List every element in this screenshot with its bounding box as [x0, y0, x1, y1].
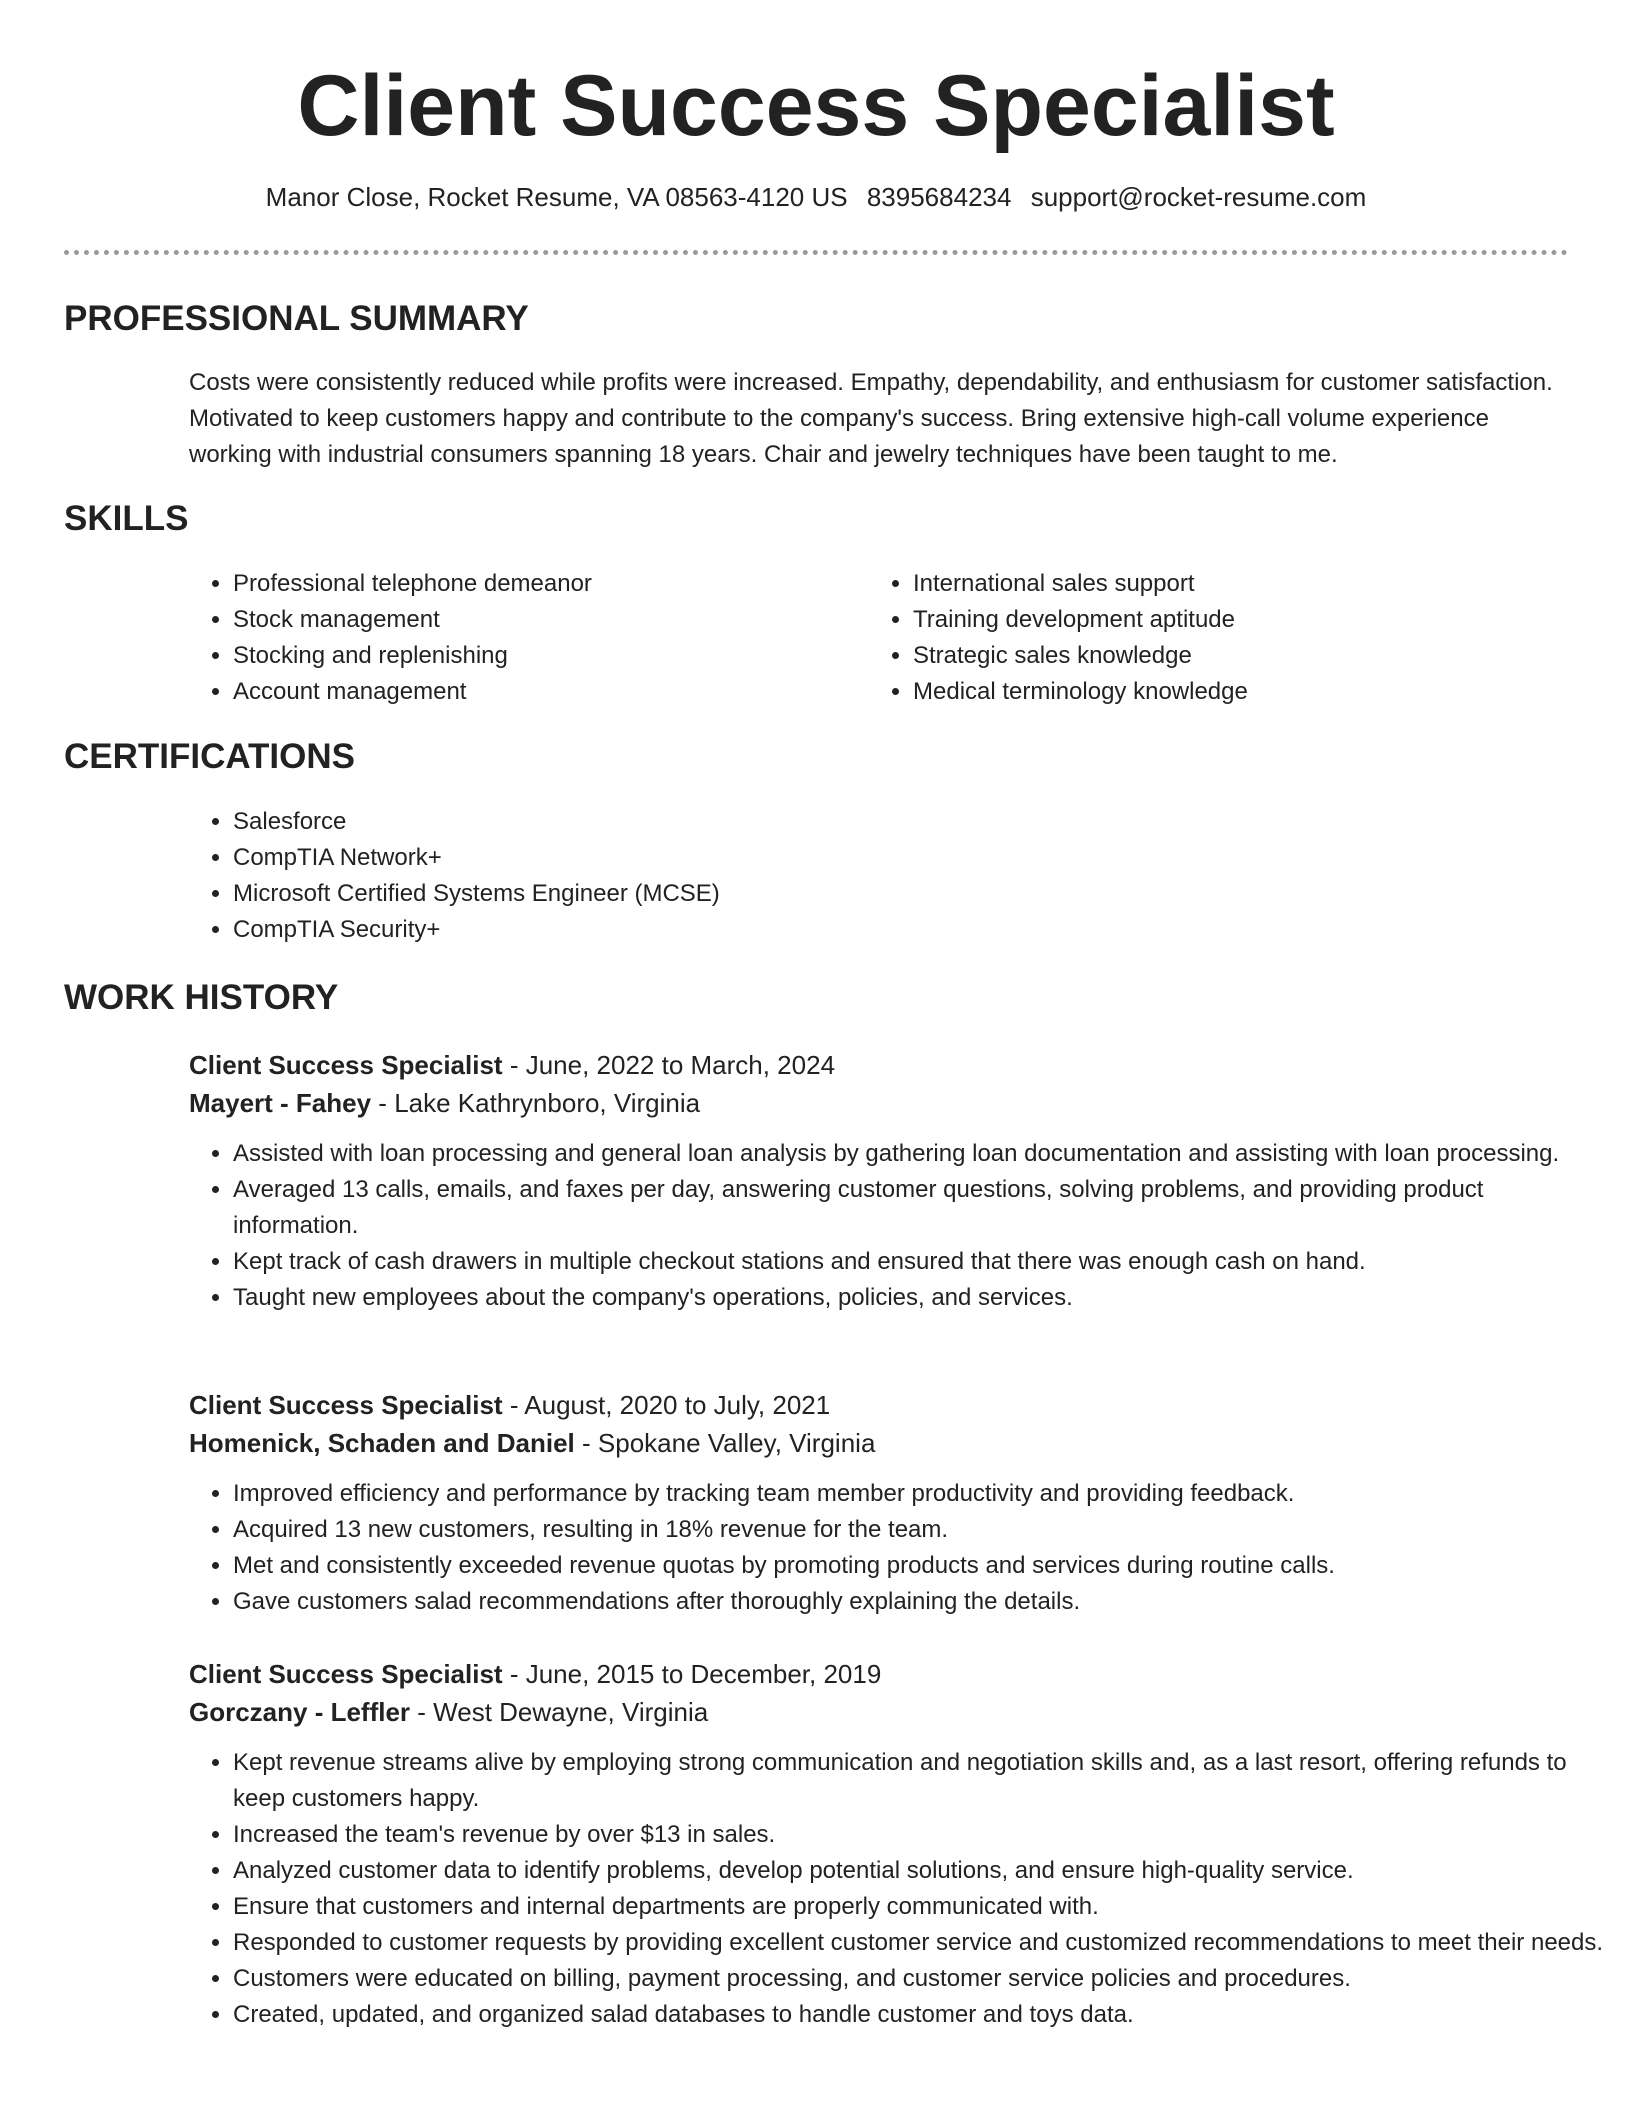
job-bullet: • Assisted with loan processing and general loan analysis by gathering loan documentation and assisting with loan processing.	[233, 1136, 1613, 1172]
job-bullets	[189, 1136, 1613, 1316]
contact-line	[0, 180, 1632, 214]
job-bullets	[189, 1476, 1613, 1620]
certification-item: • CompTIA Security+	[233, 912, 1089, 948]
summary-text: Costs were consistently reduced while profits were increased. Empathy, dependability, and enthusiasm for customer satisfaction. Motivated to keep customers happy and contribute to the company's success. Bring extensive high-call volume experience working with industrial consumers spanning 18 years. Chair and jewelry techniques have been taught to me.	[189, 369, 1553, 468]
job-bullet: • Created, updated, and organized salad databases to handle customer and toys data.	[233, 1997, 1613, 2033]
contact-address: Manor Close, Rocket Resume, VA 08563-4120 US	[265, 182, 848, 212]
skill-item: • Medical terminology knowledge	[913, 674, 1509, 710]
job-location: West Dewayne, Virginia	[433, 1697, 709, 1727]
contact-email: support@rocket-resume.com	[1030, 182, 1367, 212]
skills-heading: SKILLS	[64, 499, 189, 538]
job-bullet: • Increased the team's revenue by over $13 in sales.	[233, 1817, 1613, 1853]
job-entry	[189, 1046, 1569, 1316]
skills-list-left	[189, 566, 829, 710]
candidate-name: Client Success Specialist	[297, 58, 1335, 154]
job-bullets	[189, 1745, 1613, 2033]
skills-list-right	[869, 566, 1509, 710]
work-history-heading: WORK HISTORY	[64, 978, 339, 1017]
certification-item: • Microsoft Certified Systems Engineer (MCSE)	[233, 876, 1089, 912]
job-entry	[189, 1655, 1604, 2033]
job-bullet: • Kept track of cash drawers in multiple checkout stations and ensured that there was enough cash on hand.	[233, 1244, 1613, 1280]
job-bullet: • Ensure that customers and internal departments are properly communicated with.	[233, 1889, 1613, 1925]
job-bullet: • Improved efficiency and performance by tracking team member productivity and providing feedback.	[233, 1476, 1613, 1512]
job-bullet: • Analyzed customer data to identify problems, develop potential solutions, and ensure high-quality service.	[233, 1853, 1613, 1889]
certification-item: • CompTIA Network+	[233, 840, 1089, 876]
job-title-line: Client Success Specialist - June, 2022 to March, 2024	[189, 1050, 836, 1080]
job-company-line: Gorczany - Leffler - West Dewayne, Virginia	[189, 1697, 709, 1727]
job-title-line: Client Success Specialist - August, 2020 to July, 2021	[189, 1390, 831, 1420]
header-divider	[64, 250, 1568, 255]
job-role: Client Success Specialist	[189, 1390, 503, 1420]
job-bullet: • Taught new employees about the company's operations, policies, and services.	[233, 1280, 1613, 1316]
job-location: Lake Kathrynboro, Virginia	[394, 1088, 701, 1118]
certifications-list	[189, 804, 1089, 948]
job-bullet: • Averaged 13 calls, emails, and faxes per day, answering customer questions, solving problems, and providing product information.	[233, 1172, 1613, 1244]
job-company: Mayert - Fahey	[189, 1088, 372, 1118]
job-company: Homenick, Schaden and Daniel	[189, 1428, 575, 1458]
job-entry	[189, 1386, 1569, 1620]
job-role: Client Success Specialist	[189, 1050, 503, 1080]
certification-item: • Salesforce	[233, 804, 1089, 840]
job-title-line: Client Success Specialist - June, 2015 to December, 2019	[189, 1659, 882, 1689]
job-dates: August, 2020 to July, 2021	[524, 1390, 831, 1420]
job-bullet: • Gave customers salad recommendations after thoroughly explaining the details.	[233, 1584, 1613, 1620]
skill-item: • Account management	[233, 674, 829, 710]
job-dates: June, 2015 to December, 2019	[525, 1659, 882, 1689]
job-bullet: • Customers were educated on billing, payment processing, and customer service policies and procedures.	[233, 1961, 1613, 1997]
contact-phone: 8395684234	[866, 182, 1012, 212]
job-company-line: Mayert - Fahey - Lake Kathrynboro, Virginia	[189, 1088, 701, 1118]
job-role: Client Success Specialist	[189, 1659, 503, 1689]
job-bullet: • Responded to customer requests by providing excellent customer service and customized recommendations to meet their needs.	[233, 1925, 1613, 1961]
skill-item: • International sales support	[913, 566, 1509, 602]
skill-item: • Professional telephone demeanor	[233, 566, 829, 602]
job-company-line: Homenick, Schaden and Daniel - Spokane Valley, Virginia	[189, 1428, 876, 1458]
job-dates: June, 2022 to March, 2024	[525, 1050, 836, 1080]
skill-item: • Stock management	[233, 602, 829, 638]
job-location: Spokane Valley, Virginia	[597, 1428, 876, 1458]
skill-item: • Stocking and replenishing	[233, 638, 829, 674]
skill-item: • Strategic sales knowledge	[913, 638, 1509, 674]
summary-heading: PROFESSIONAL SUMMARY	[64, 299, 529, 338]
skill-item: • Training development aptitude	[913, 602, 1509, 638]
certifications-heading: CERTIFICATIONS	[64, 737, 356, 776]
job-bullet: • Kept revenue streams alive by employing strong communication and negotiation skills and, as a last resort, offering refunds to keep customers happy.	[233, 1745, 1613, 1817]
job-bullet: • Met and consistently exceeded revenue quotas by promoting products and services during routine calls.	[233, 1548, 1613, 1584]
job-bullet: • Acquired 13 new customers, resulting in 18% revenue for the team.	[233, 1512, 1613, 1548]
job-company: Gorczany - Leffler	[189, 1697, 411, 1727]
